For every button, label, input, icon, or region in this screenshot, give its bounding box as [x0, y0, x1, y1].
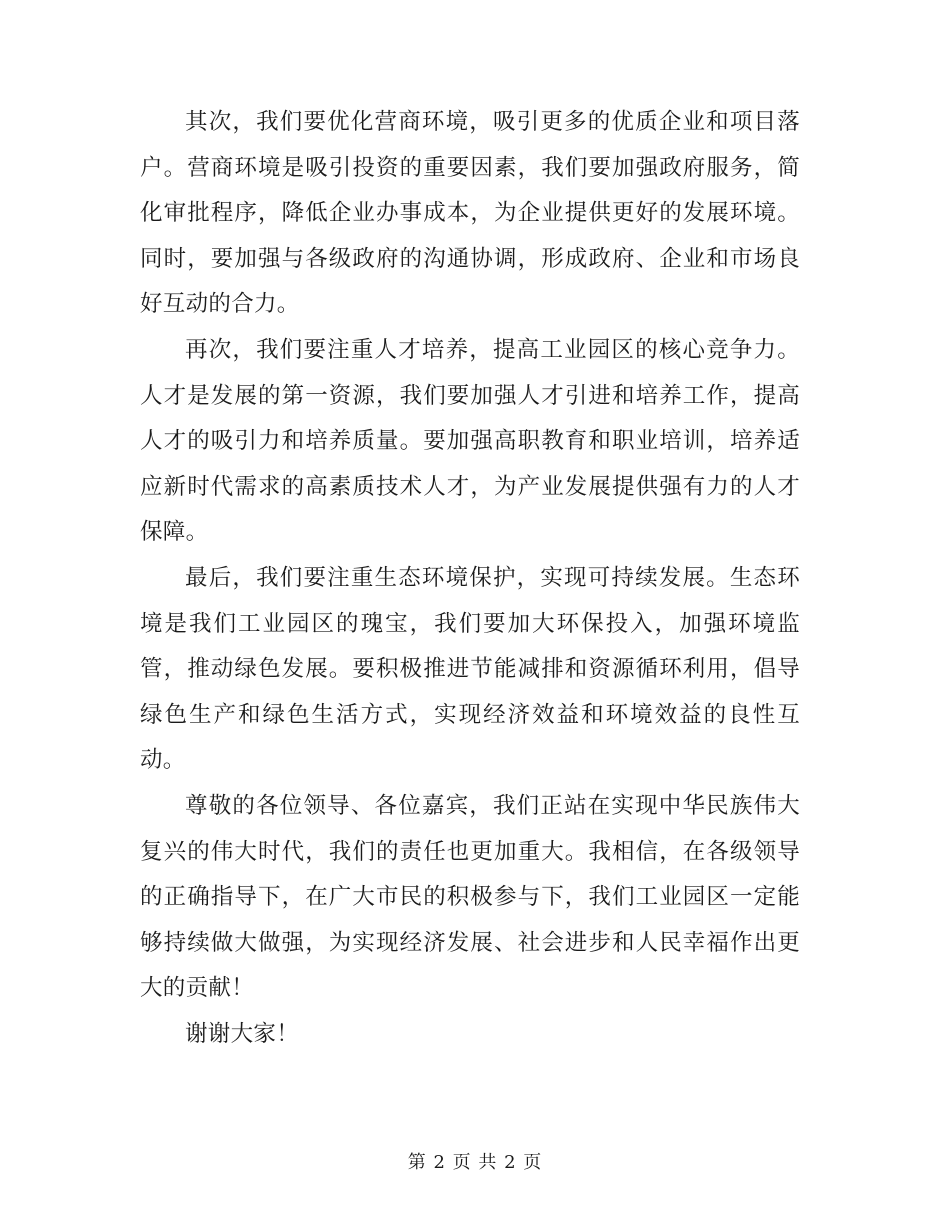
paragraph-thanks: 谢谢大家！ — [185, 1020, 300, 1047]
paragraph-ecological-protection: 最后，我们要注重生态环境保护，实现可持续发展。生态环境是我们工业园区的瑰宝，我们要加大环保投入，加强环境监管，推动绿色发展。要积极推进节能减排和资源循环利用，倡导绿色生产和绿色生活方式，实现经济效益和环境效益的良性互动。 — [140, 564, 800, 774]
paragraph-talent-cultivation: 再次，我们要注重人才培养，提高工业园区的核心竞争力。人才是发展的第一资源，我们要加强人才引进和培养工作，提高人才的吸引力和培养质量。要加强高职教育和职业培训，培养适应新时代需求的高素质技术人才，为产业发展提供强有力的人才保障。 — [140, 336, 800, 546]
page-number-footer: 第 2 页 共 2 页 — [407, 1152, 543, 1173]
document-body — [140, 100, 800, 1057]
paragraph-optimize-business-environment: 其次，我们要优化营商环境，吸引更多的优质企业和项目落户。营商环境是吸引投资的重要因素，我们要加强政府服务，简化审批程序，降低企业办事成本，为企业提供更好的发展环境。同时，要加强与各级政府的沟通协调，形成政府、企业和市场良好互动的合力。 — [140, 109, 800, 318]
paragraph-closing-remarks: 尊敬的各位领导、各位嘉宾，我们正站在实现中华民族伟大复兴的伟大时代，我们的责任也更加重大。我相信，在各级领导的正确指导下，在广大市民的积极参与下，我们工业园区一定能够持续做大做强，为实现经济发展、社会进步和人民幸福作出更大的贡献！ — [140, 792, 800, 1002]
